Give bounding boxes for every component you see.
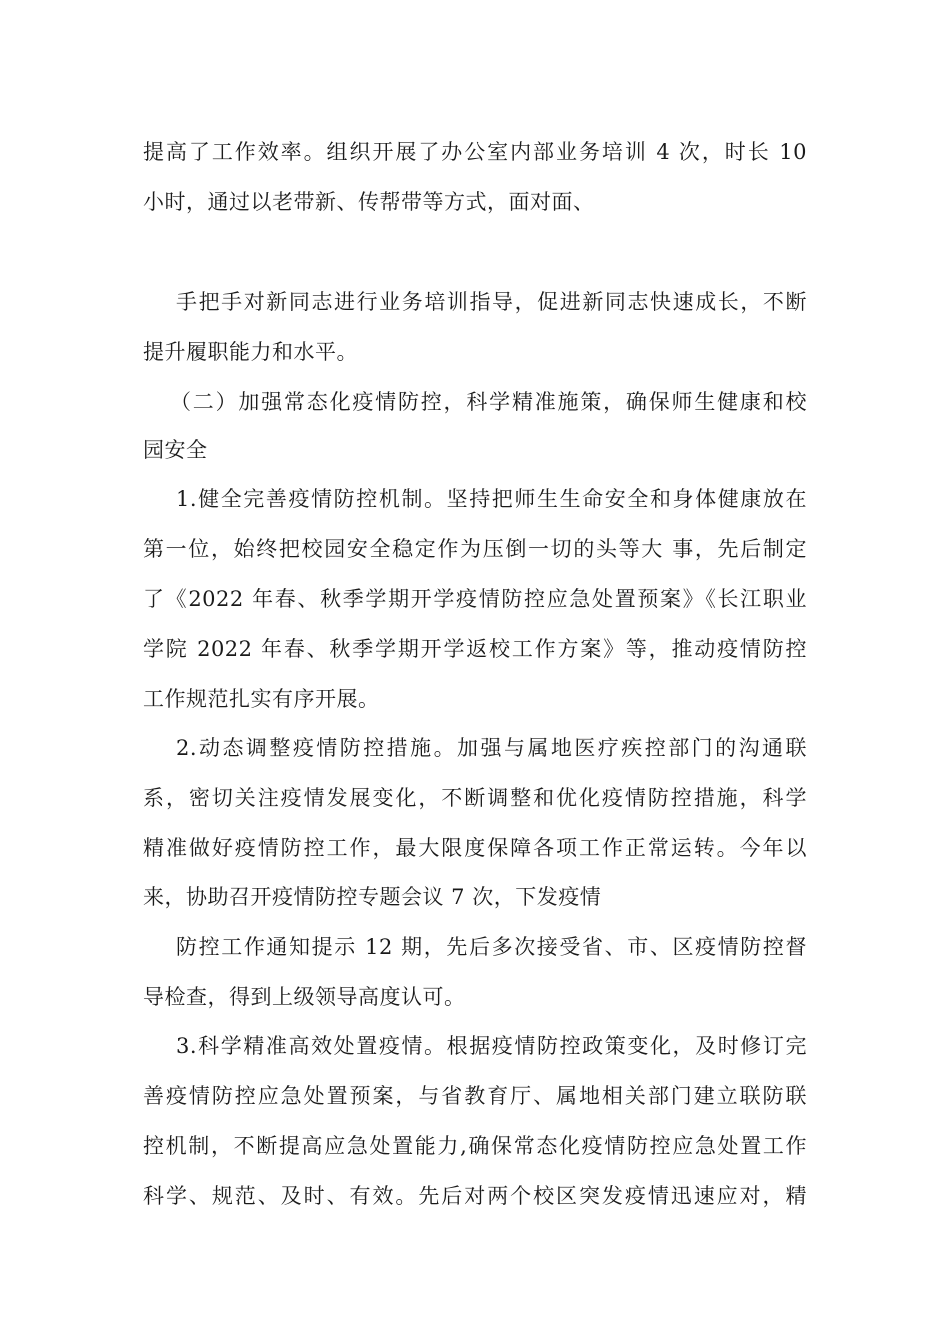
text-line: 3.科学精准高效处置疫情。根据疫情防控政策变化，及时修订完 [176,1034,807,1058]
text-line: 提高了工作效率。组织开展了办公室内部业务培训 4 次，时长 10 [143,140,807,164]
text-line: 1.健全完善疫情防控机制。坚持把师生生命安全和身体健康放在 [176,487,807,511]
text-line: 导检查，得到上级领导高度认可。 [143,985,466,1009]
text-line: 了《2022 年春、秋季学期开学疫情防控应急处置预案》《长江职业 [143,587,807,611]
text-line: 2.动态调整疫情防控措施。加强与属地医疗疾控部门的沟通联 [176,736,807,760]
text-line: 学院 2022 年春、秋季学期开学返校工作方案》等，推动疫情防控 [143,637,807,661]
section-heading: （二）加强常态化疫情防控，科学精准施策，确保师生健康和校 [170,390,807,414]
text-line: 防控工作通知提示 12 期，先后多次接受省、市、区疫情防控督 [176,935,807,959]
text-line: 善疫情防控应急处置预案，与省教育厅、属地相关部门建立联防联 [143,1084,807,1108]
text-line: 提升履职能力和水平。 [143,340,358,364]
text-line: 来，协助召开疫情防控专题会议 7 次，下发疫情 [143,885,602,909]
text-line: 系，密切关注疫情发展变化，不断调整和优化疫情防控措施，科学 [143,786,807,810]
text-line: 手把手对新同志进行业务培训指导，促进新同志快速成长，不断 [176,290,807,314]
text-line: 科学、规范、及时、有效。先后对两个校区突发疫情迅速应对，精 [143,1184,807,1208]
text-line: 小时，通过以老带新、传帮带等方式，面对面、 [143,190,595,214]
text-line: 第一位，始终把校园安全稳定作为压倒一切的头等大 事，先后制定 [143,537,807,561]
text-line: 工作规范扎实有序开展。 [143,687,380,711]
text-line: 精准做好疫情防控工作，最大限度保障各项工作正常运转。今年以 [143,836,807,860]
text-line: 控机制，不断提高应急处置能力,确保常态化疫情防控应急处置工作 [143,1134,807,1158]
section-heading: 园安全 [143,438,208,462]
